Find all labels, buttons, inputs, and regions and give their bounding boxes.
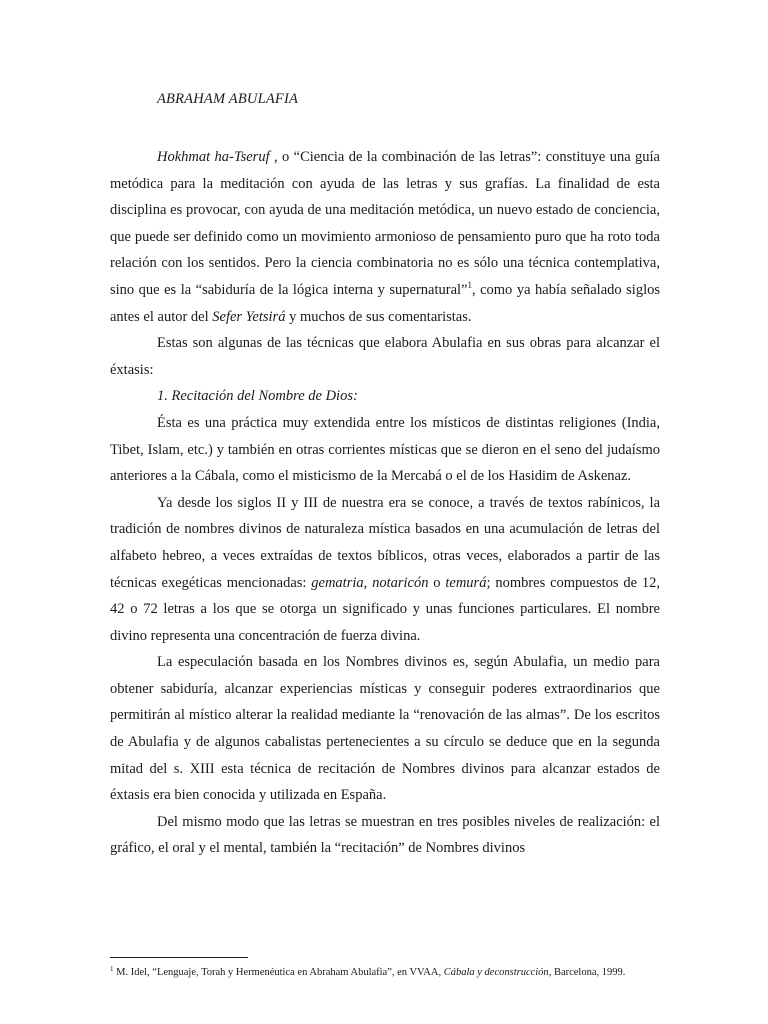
footnote: $^1$ M. Idel, “Lenguaje, Torah y Hermenéutica en Abraham Abulafia”, en VVAA, Cábala y deconstrucción, Barcelona, 1999.: [110, 965, 626, 978]
paragraph-3: Ésta es una práctica muy extendida entre los místicos de distintas religiones (India, Tibet, Islam, etc.) y también en otras corrientes místicas que se dieron en el seno del judaísmo anteriores a la Cábala, como el misticismo de la Mercabá o el de los Hasidim de Askenaz.: [110, 414, 660, 485]
book-title: Sefer Yetsirá: [212, 308, 286, 325]
footnote-divider: [110, 957, 248, 958]
term-hokhmat: Hokhmat ha-Tseruf: [157, 149, 270, 165]
footnote-number: 1: [110, 965, 114, 973]
paragraph-2: Estas son algunas de las técnicas que elabora Abulafia en sus obras para alcanzar el éxtasis:: [110, 335, 660, 378]
document-title: ABRAHAM ABULAFIA: [157, 91, 299, 107]
paragraph-5: La especulación basada en los Nombres divinos es, según Abulafia, un medio para obtener sabiduría, alcanzar experiencias místicas y conseguir poderes extraordinarios que permitirán al místico alterar la realidad mediante la “renovación de las almas”. De los escritos de Abulafia y de algunos cabalistas pertenecientes a su círculo se deduce que en la segunda mitad del s. XIII esta técnica de recitación de Nombres divinos para alcanzar estados de éxtasis era bien conocida y utilizada en España.: [110, 654, 660, 804]
term-gematria: gematria: [311, 574, 364, 591]
term-temura: temurá: [445, 574, 487, 591]
footnote-book-title: Cábala y deconstrucción: [443, 967, 549, 978]
paragraph-4: Ya desde los siglos II y III de nuestra era se conoce, a través de textos rabínicos, la tradición de nombres divinos de naturaleza mística basados en una acumulación de letras del alfabeto hebreo, a veces extraídas de textos bíblicos, otras veces, elaborados a partir de las técnicas exegéticas mencionadas: gematria, notaricón o temurá; nombres compuestos de 12, 42 o 72 letras a los que se otorga un significado y unas funciones particulares. El nombre divino representa una concentración de fuerza divina.: [110, 494, 661, 644]
term-notaricon: notaricón: [372, 574, 429, 591]
paragraph-1: Hokhmat ha-Tseruf , o “Ciencia de la combinación de las letras”: constituye una guía metódica para la meditación con ayuda de las letras y sus grafías. La finalidad de esta disciplina es provocar, con ayuda de una meditación metódica, un nuevo estado de conciencia, que puede ser definido como un movimiento armonioso de pensamiento puro que ha roto toda relación con los sentidos. Pero la ciencia combinatoria no es sólo una técnica contemplativa, sino que es la “sabiduría de la lógica interna y supernatural”$^1$, como ya había señalado siglos antes el autor del Sefer Yetsirá y muchos de sus comentaristas.: [110, 149, 660, 325]
section-heading: 1. Recitación del Nombre de Dios:: [157, 388, 358, 405]
paragraph-6: Del mismo modo que las letras se muestran en tres posibles niveles de realización: el gráfico, el oral y el mental, también la “recitación” de Nombres divinos: [110, 813, 660, 857]
footnote-ref[interactable]: 1: [467, 279, 472, 290]
document-body: [110, 144, 660, 862]
